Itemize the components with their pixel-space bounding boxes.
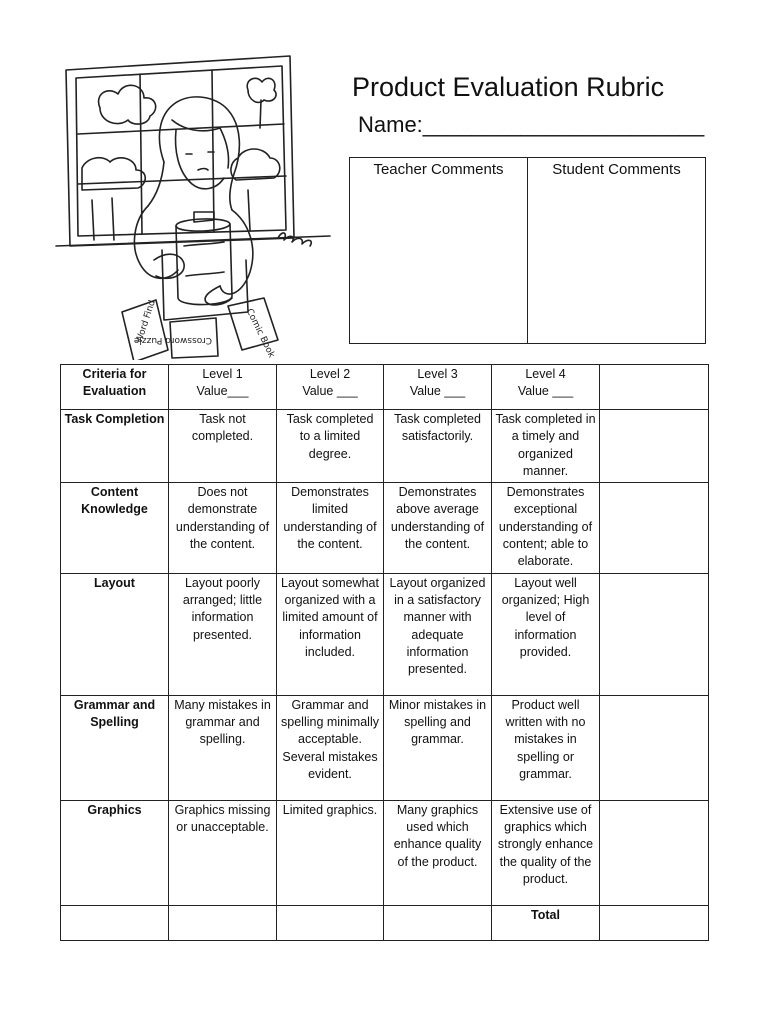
level-3-descriptor: Task completed satisfactorily. [384,410,492,483]
girl-with-canister-illustration [52,50,332,360]
paper-label-crossword: Crossword Puzzle [133,335,212,345]
criterion-label: Task Completion [61,410,169,483]
page-title: Product Evaluation Rubric [352,72,665,102]
level-2-descriptor: Limited graphics. [277,800,384,905]
rubric-row-content-knowledge [61,483,709,573]
level-1-descriptor: Graphics missing or unacceptable. [169,800,277,905]
rubric-total-row [61,905,709,940]
level-2-label: Level 2 [309,367,351,381]
level-2-value: Value ___ [302,384,358,399]
total-score-cell[interactable] [600,905,709,940]
level-1-value: Value___ [196,384,249,399]
blank-cell [61,905,169,940]
blank-cell [277,905,384,940]
level-4-descriptor: Task completed in a timely and organized manner. [492,410,600,483]
student-comments-area[interactable] [527,158,705,343]
score-cell[interactable] [600,800,709,905]
rubric-row-graphics [61,800,709,905]
level-1-header [169,365,277,410]
paper-label-comic-book: Comic Book [243,307,277,360]
level-3-header [384,365,492,410]
level-2-descriptor: Layout somewhat organized with a limited amount of information included. [277,573,384,695]
level-2-descriptor: Demonstrates limited understanding of the content. [277,483,384,573]
score-cell[interactable] [600,483,709,573]
criteria-header: Criteria for Evaluation [61,365,169,410]
level-3-value: Value ___ [409,384,466,399]
level-3-descriptor: Demonstrates above average understanding of the content. [384,483,492,573]
level-2-descriptor: Task completed to a limited degree. [277,410,384,483]
level-2-header [277,365,384,410]
student-comments-header: Student Comments [552,161,681,178]
level-1-descriptor: Task not completed. [169,410,277,483]
paper-label-word-find: Word Find [134,299,158,345]
level-4-descriptor: Extensive use of graphics which strongly enhance the quality of the product. [492,800,600,905]
criterion-label: Grammar and Spelling [61,695,169,800]
level-4-label: Level 4 [525,367,566,381]
level-3-descriptor: Many graphics used which enhance quality of the product. [384,800,492,905]
score-cell[interactable] [600,365,709,410]
rubric-table [60,364,709,941]
score-cell[interactable] [600,695,709,800]
score-cell[interactable] [600,410,709,483]
rubric-row-layout [61,573,709,695]
teacher-comments-area[interactable] [350,158,527,343]
level-3-descriptor: Layout organized in a satisfactory manner with adequate information presented. [384,573,492,695]
level-3-descriptor: Minor mistakes in spelling and grammar. [384,695,492,800]
comments-box [349,157,706,344]
level-1-descriptor: Many mistakes in grammar and spelling. [169,695,277,800]
level-3-label: Level 3 [417,367,458,381]
blank-cell [169,905,277,940]
criterion-label: Graphics [61,800,169,905]
level-1-descriptor: Layout poorly arranged; little information presented. [169,573,277,695]
rubric-header-row [61,365,709,410]
teacher-comments-header: Teacher Comments [373,161,504,178]
level-1-label: Level 1 [202,367,243,381]
rubric-row-grammar-spelling [61,695,709,800]
level-4-descriptor: Product well written with no mistakes in spelling or grammar. [492,695,600,800]
level-4-value: Value ___ [517,384,574,399]
level-4-header [492,365,600,410]
level-4-descriptor: Layout well organized; High level of information provided. [492,573,600,695]
blank-cell [384,905,492,940]
criterion-label: Content Knowledge [61,483,169,573]
level-4-descriptor: Demonstrates exceptional understanding of content; able to elaborate. [492,483,600,573]
score-cell[interactable] [600,573,709,695]
level-1-descriptor: Does not demonstrate understanding of the content. [169,483,277,573]
level-2-descriptor: Grammar and spelling minimally acceptable. Several mistakes evident. [277,695,384,800]
name-field-line[interactable]: Name:_______________________ [358,112,705,137]
total-label: Total [492,905,600,940]
criterion-label: Layout [61,573,169,695]
rubric-row-task-completion [61,410,709,483]
